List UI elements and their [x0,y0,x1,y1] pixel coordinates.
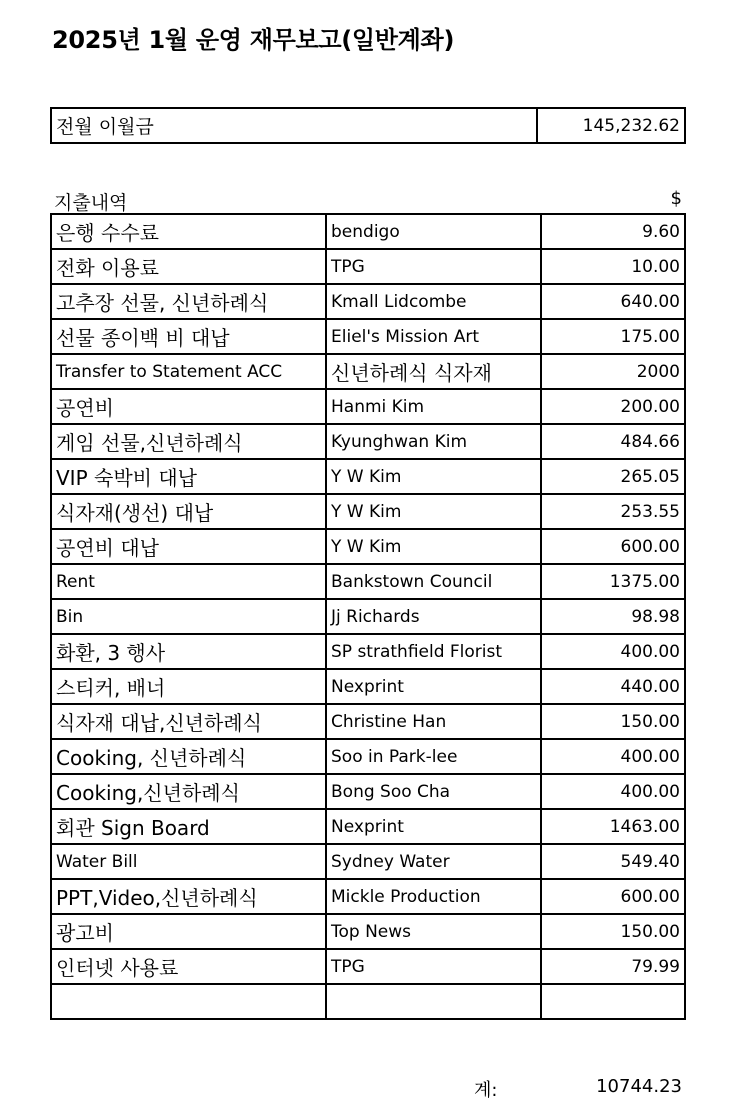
expense-item-cell: Cooking, 신년하례식 [51,739,326,774]
table-row [51,949,685,984]
expense-amount-cell: 400.00 [541,774,685,809]
carry-over-row [51,108,685,143]
expenses-section-label: 지출내역 [54,192,128,214]
expense-amount-cell: 440.00 [541,669,685,704]
table-row [51,774,685,809]
table-row [51,459,685,494]
table-row [51,879,685,914]
expenses-table [50,213,686,1020]
expense-amount-cell: 1375.00 [541,564,685,599]
expense-payee-cell: Eliel's Mission Art [326,319,541,354]
expense-item-cell: 식자재 대납,신년하례식 [51,704,326,739]
table-row [51,844,685,879]
expense-payee-cell: Kyunghwan Kim [326,424,541,459]
expense-amount-cell: 79.99 [541,949,685,984]
expense-amount-cell: 2000 [541,354,685,389]
expense-payee-cell: bendigo [326,214,541,249]
table-row [51,914,685,949]
table-row [51,214,685,249]
expense-item-cell: 전화 이용료 [51,249,326,284]
expense-item-cell: 게임 선물,신년하례식 [51,424,326,459]
expense-payee-cell: Bong Soo Cha [326,774,541,809]
expense-payee-cell: 신년하례식 식자재 [326,354,541,389]
carry-over-label: 전월 이월금 [51,108,537,143]
table-row [51,634,685,669]
expense-payee-cell: Kmall Lidcombe [326,284,541,319]
expense-item-cell: VIP 숙박비 대납 [51,459,326,494]
expense-item-cell: 선물 종이백 비 대납 [51,319,326,354]
expense-item-cell: 공연비 [51,389,326,424]
empty-row [51,984,685,1019]
empty-cell [541,984,685,1019]
table-row [51,809,685,844]
expense-item-cell: 은행 수수료 [51,214,326,249]
expense-amount-cell: 640.00 [541,284,685,319]
expense-item-cell: Bin [51,599,326,634]
expense-item-cell: 스티커, 배너 [51,669,326,704]
expense-amount-cell: 150.00 [541,704,685,739]
expense-payee-cell: Nexprint [326,809,541,844]
expense-amount-cell: 98.98 [541,599,685,634]
empty-cell [51,984,326,1019]
expense-payee-cell: Bankstown Council [326,564,541,599]
expense-amount-cell: 484.66 [541,424,685,459]
expense-amount-cell: 600.00 [541,529,685,564]
table-row [51,319,685,354]
expense-payee-cell: SP strathfield Florist [326,634,541,669]
expense-item-cell: Cooking,신년하례식 [51,774,326,809]
expense-amount-cell: 1463.00 [541,809,685,844]
table-row [51,704,685,739]
expense-amount-cell: 400.00 [541,634,685,669]
expense-amount-cell: 150.00 [541,914,685,949]
expense-item-cell: 인터넷 사용료 [51,949,326,984]
table-row [51,529,685,564]
expense-payee-cell: Y W Kim [326,494,541,529]
expense-amount-cell: 9.60 [541,214,685,249]
expense-payee-cell: Y W Kim [326,459,541,494]
expenses-table-body [51,214,685,1019]
table-row [51,249,685,284]
expense-payee-cell: TPG [326,949,541,984]
expense-payee-cell: Christine Han [326,704,541,739]
currency-symbol: $ [670,188,682,209]
carry-over-amount: 145,232.62 [537,108,685,143]
expense-amount-cell: 200.00 [541,389,685,424]
expense-amount-cell: 265.05 [541,459,685,494]
expense-item-cell: Transfer to Statement ACC [51,354,326,389]
expenses-section-header [54,188,684,216]
expense-item-cell: 화환, 3 행사 [51,634,326,669]
expense-amount-cell: 175.00 [541,319,685,354]
table-row [51,389,685,424]
expense-payee-cell: Y W Kim [326,529,541,564]
expense-item-cell: Rent [51,564,326,599]
expense-payee-cell: Top News [326,914,541,949]
table-row [51,669,685,704]
carry-over-table [50,107,686,144]
expense-payee-cell: Sydney Water [326,844,541,879]
table-row [51,424,685,459]
expense-amount-cell: 400.00 [541,739,685,774]
total-label: 계: [474,1080,498,1101]
expense-item-cell: 공연비 대납 [51,529,326,564]
expense-payee-cell: Soo in Park-lee [326,739,541,774]
table-row [51,599,685,634]
empty-cell [326,984,541,1019]
expense-item-cell: 광고비 [51,914,326,949]
table-row [51,739,685,774]
total-amount: 10744.23 [596,1076,682,1097]
expense-item-cell: 식자재(생선) 대납 [51,494,326,529]
table-row [51,354,685,389]
expense-amount-cell: 10.00 [541,249,685,284]
report-title: 2025년 1월 운영 재무보고(일반계좌) [52,26,455,54]
expense-item-cell: Water Bill [51,844,326,879]
expense-item-cell: 회관 Sign Board [51,809,326,844]
expense-item-cell: 고추장 선물, 신년하례식 [51,284,326,319]
expense-item-cell: PPT,Video,신년하례식 [51,879,326,914]
expense-amount-cell: 253.55 [541,494,685,529]
table-row [51,284,685,319]
expense-amount-cell: 549.40 [541,844,685,879]
expense-payee-cell: Mickle Production [326,879,541,914]
expense-payee-cell: Nexprint [326,669,541,704]
expense-amount-cell: 600.00 [541,879,685,914]
expense-payee-cell: Hanmi Kim [326,389,541,424]
expense-payee-cell: Jj Richards [326,599,541,634]
expense-payee-cell: TPG [326,249,541,284]
table-row [51,564,685,599]
table-row [51,494,685,529]
